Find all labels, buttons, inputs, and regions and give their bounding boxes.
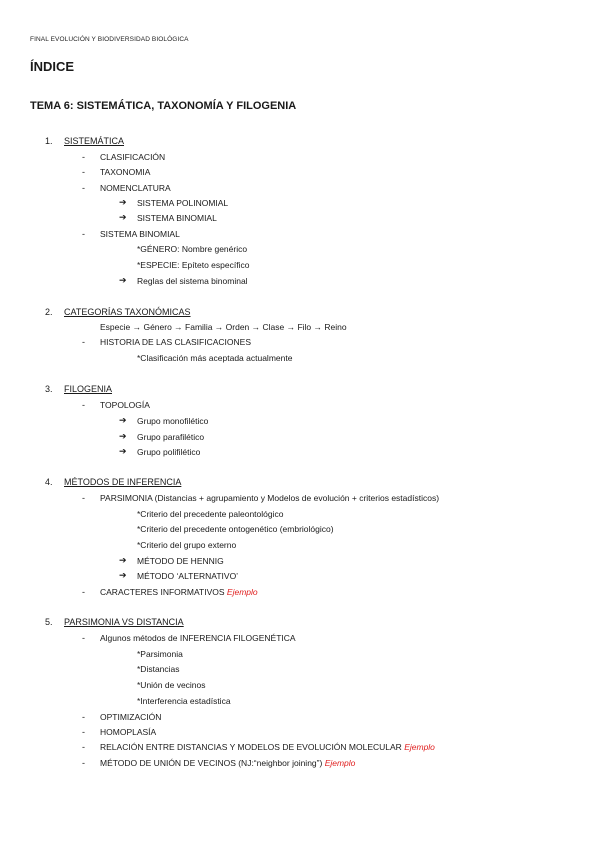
section-title-parsimonia-vs-distancia: PARSIMONIA VS DISTANCIA (64, 617, 184, 627)
dash-bullet: - (82, 229, 85, 239)
section-title-sistematica: SISTEMÁTICA (64, 136, 125, 146)
dash-bullet: - (82, 400, 85, 410)
dash-bullet: - (82, 712, 85, 722)
item-criterio-externo: *Criterio del grupo externo (137, 540, 237, 550)
dash-bullet: - (82, 742, 85, 752)
item-nomenclatura: NOMENCLATURA (100, 183, 171, 193)
arrow-bullet-icon: ➔ (119, 212, 127, 222)
ejemplo-link[interactable]: Ejemplo (226, 587, 258, 597)
item-homoplasia: HOMOPLASÍA (100, 727, 157, 737)
item-genero: *GÉNERO: Nombre genérico (137, 244, 248, 254)
relacion-label: RELACIÓN ENTRE DISTANCIAS Y MODELOS DE EVOLUCIÓN MOLECULAR (100, 742, 402, 752)
arrow-bullet-icon: ➔ (119, 197, 127, 207)
item-taxonomia: TAXONOMIA (100, 167, 151, 177)
item-distancias: *Distancias (137, 664, 180, 674)
dash-bullet: - (82, 758, 85, 768)
item-monofiletico: Grupo monofilético (137, 416, 209, 426)
item-clasificacion: CLASIFICACIÓN (100, 152, 166, 162)
section-number: 3. (45, 384, 53, 394)
section-number: 5. (45, 617, 53, 627)
document-header: FINAL EVOLUCIÓN Y BIODIVERSIDAD BIOLÓGICA (30, 36, 189, 43)
section-number: 1. (45, 136, 53, 146)
section-number: 2. (45, 307, 53, 317)
item-union-vecinos: *Unión de vecinos (137, 680, 206, 690)
caracteres-label: CARACTERES INFORMATIVOS (100, 587, 225, 597)
item-topologia: TOPOLOGÍA (100, 400, 150, 410)
arrow-bullet-icon: ➔ (119, 570, 127, 580)
metodo-union-label: MÉTODO DE UNIÓN DE VECINOS (NJ:“neighbor joining”) (100, 758, 323, 768)
item-parafiletico: Grupo parafilético (137, 432, 205, 442)
ejemplo-link[interactable]: Ejemplo (324, 758, 356, 768)
section-title-metodos: MÉTODOS DE INFERENCIA (64, 477, 182, 487)
item-jerarquia: Especie → Género → Familia → Orden → Clase → Filo → Reino (100, 322, 347, 332)
arrow-bullet-icon: ➔ (119, 275, 127, 285)
section-number: 4. (45, 477, 53, 487)
item-parsimonia: *Parsimonia (137, 649, 183, 659)
item-especie: *ESPECIE: Epíteto específico (137, 260, 250, 270)
dash-bullet: - (82, 587, 85, 597)
item-caracteres (100, 587, 258, 597)
dash-bullet: - (82, 727, 85, 737)
item-criterio-paleo: *Criterio del precedente paleontológico (137, 509, 284, 519)
item-sistema-binomial: SISTEMA BINOMIAL (100, 229, 180, 239)
dash-bullet: - (82, 337, 85, 347)
dash-bullet: - (82, 167, 85, 177)
item-polinomial: SISTEMA POLINOMIAL (137, 198, 229, 208)
section-title-filogenia: FILOGENIA (64, 384, 113, 394)
index-title: ÍNDICE (30, 59, 75, 74)
arrow-bullet-icon: ➔ (119, 431, 127, 441)
arrow-bullet-icon: ➔ (119, 555, 127, 565)
item-reglas: Reglas del sistema binominal (137, 276, 248, 286)
item-metodo-union (100, 758, 355, 768)
item-binomial: SISTEMA BINOMIAL (137, 213, 217, 223)
dash-bullet: - (82, 633, 85, 643)
item-aceptada: *Clasificación más aceptada actualmente (137, 353, 293, 363)
section-title-categorias: CATEGORÍAS TAXONÓMICAS (64, 307, 191, 317)
item-parsimonia: PARSIMONIA (Distancias + agrupamiento y Modelos de evolución + criterios estadísticos) (100, 493, 440, 503)
dash-bullet: - (82, 493, 85, 503)
item-hennig: MÉTODO DE HENNIG (137, 556, 224, 566)
ejemplo-link[interactable]: Ejemplo (404, 742, 435, 752)
item-alternativo: MÉTODO ‘ALTERNATIVO’ (137, 571, 239, 581)
dash-bullet: - (82, 183, 85, 193)
arrow-bullet-icon: ➔ (119, 446, 127, 456)
item-polifiletico: Grupo polifilético (137, 447, 201, 457)
item-relacion (100, 742, 435, 752)
item-historia: HISTORIA DE LAS CLASIFICACIONES (100, 337, 251, 347)
arrow-bullet-icon: ➔ (119, 415, 127, 425)
dash-bullet: - (82, 152, 85, 162)
item-interferencia: *Interferencia estadística (137, 696, 231, 706)
item-criterio-onto: *Criterio del precedente ontogenético (embriológico) (137, 524, 334, 534)
item-optimizacion: OPTIMIZACIÓN (100, 712, 162, 722)
item-algunos-metodos: Algunos métodos de INFERENCIA FILOGENÉTICA (100, 633, 296, 643)
topic-title: TEMA 6: SISTEMÁTICA, TAXONOMÍA Y FILOGENIA (30, 100, 297, 112)
